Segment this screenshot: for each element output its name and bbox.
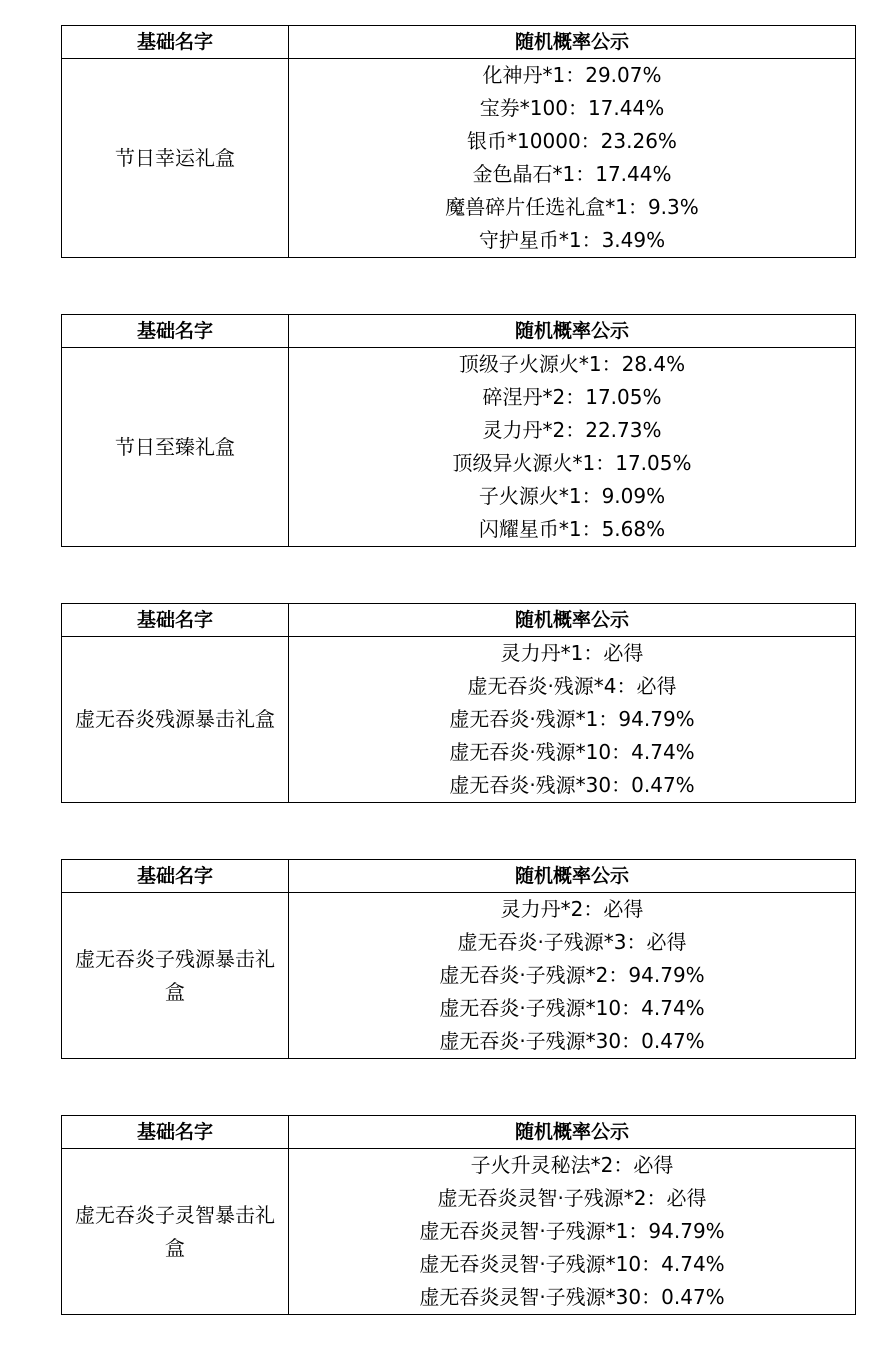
probability-item: 金色晶石*1：17.44%	[472, 162, 672, 186]
header-probability: 随机概率公示	[289, 860, 856, 893]
header-probability: 随机概率公示	[289, 26, 856, 59]
header-probability: 随机概率公示	[289, 1116, 856, 1149]
table-row	[62, 59, 856, 258]
probability-list	[289, 348, 856, 547]
probability-item: 虚无吞炎灵智·子残源*10：4.74%	[419, 1252, 725, 1276]
probability-item: 子火升灵秘法*2：必得	[470, 1153, 674, 1177]
probability-list	[289, 1149, 856, 1315]
header-base-name: 基础名字	[62, 1116, 289, 1149]
probability-item: 虚无吞炎·子残源*3：必得	[457, 930, 687, 954]
probability-item: 顶级异火源火*1：17.05%	[452, 451, 692, 475]
probability-item: 魔兽碎片任选礼盒*1：9.3%	[445, 195, 699, 219]
header-base-name: 基础名字	[62, 315, 289, 348]
probability-item: 化神丹*1：29.07%	[482, 63, 662, 87]
header-base-name: 基础名字	[62, 860, 289, 893]
probability-table-4	[61, 859, 856, 1059]
header-probability: 随机概率公示	[289, 315, 856, 348]
probability-tables	[61, 25, 855, 1371]
probability-item: 宝券*100：17.44%	[479, 96, 665, 120]
probability-item: 闪耀星币*1：5.68%	[478, 517, 666, 541]
probability-table-2	[61, 314, 856, 547]
table-row	[62, 348, 856, 547]
header-probability: 随机概率公示	[289, 604, 856, 637]
probability-item: 虚无吞炎灵智·子残源*2：必得	[437, 1186, 707, 1210]
probability-item: 灵力丹*2：必得	[500, 897, 644, 921]
probability-item: 顶级子火源火*1：28.4%	[458, 352, 686, 376]
table-row	[62, 1149, 856, 1315]
probability-item: 虚无吞炎灵智·子残源*30：0.47%	[419, 1285, 725, 1309]
probability-item: 虚无吞炎·残源*1：94.79%	[449, 707, 695, 731]
probability-item: 子火源火*1：9.09%	[478, 484, 666, 508]
probability-item: 守护星币*1：3.49%	[478, 228, 666, 252]
probability-item: 银币*10000：23.26%	[467, 129, 677, 153]
header-row	[62, 26, 856, 59]
probability-item: 虚无吞炎·子残源*2：94.79%	[439, 963, 705, 987]
gift-box-name: 虚无吞炎子灵智暴击礼盒	[62, 1149, 289, 1315]
probability-item: 虚无吞炎·子残源*10：4.74%	[439, 996, 705, 1020]
probability-item: 灵力丹*2：22.73%	[482, 418, 662, 442]
probability-item: 虚无吞炎·子残源*30：0.47%	[439, 1029, 705, 1053]
table-row	[62, 893, 856, 1059]
probability-item: 碎涅丹*2：17.05%	[482, 385, 662, 409]
probability-list	[289, 637, 856, 803]
probability-table-1	[61, 25, 856, 258]
probability-item: 虚无吞炎·残源*10：4.74%	[449, 740, 695, 764]
probability-item: 虚无吞炎·残源*4：必得	[467, 674, 677, 698]
probability-table-5	[61, 1115, 856, 1315]
gift-box-name: 虚无吞炎子残源暴击礼盒	[62, 893, 289, 1059]
header-row	[62, 1116, 856, 1149]
probability-table-3	[61, 603, 856, 803]
header-row	[62, 860, 856, 893]
probability-list	[289, 893, 856, 1059]
probability-item: 虚无吞炎·残源*30：0.47%	[449, 773, 695, 797]
table-row	[62, 637, 856, 803]
header-base-name: 基础名字	[62, 604, 289, 637]
probability-item: 虚无吞炎灵智·子残源*1：94.79%	[419, 1219, 725, 1243]
probability-item: 灵力丹*1：必得	[500, 641, 644, 665]
header-row	[62, 315, 856, 348]
gift-box-name: 节日至臻礼盒	[62, 348, 289, 547]
header-base-name: 基础名字	[62, 26, 289, 59]
gift-box-name: 节日幸运礼盒	[62, 59, 289, 258]
probability-list	[289, 59, 856, 258]
header-row	[62, 604, 856, 637]
gift-box-name: 虚无吞炎残源暴击礼盒	[62, 637, 289, 803]
